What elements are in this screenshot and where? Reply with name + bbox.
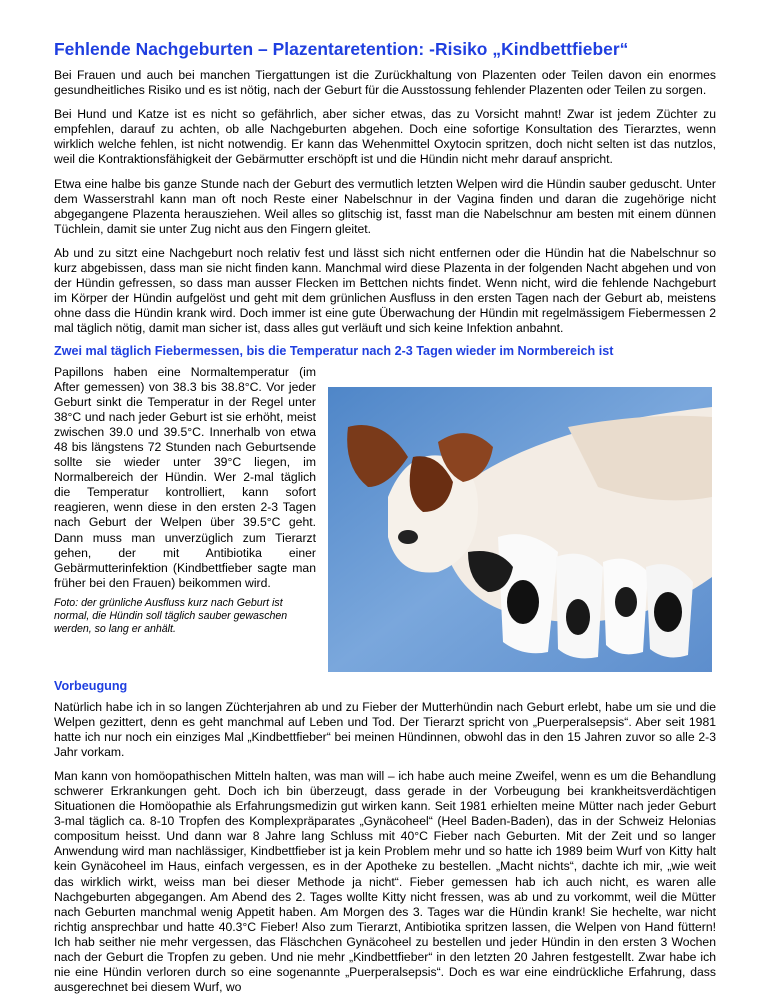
fiebermessen-section <box>54 365 716 672</box>
vorbeugung-paragraph-2: Man kann von homöopathischen Mitteln halten, was man will – ich habe auch meine Zweifel, wenn es um die Behandlung schwerer Erkrankungen geht. Doch ich bin überzeugt, dass gerade in der Vorbeugung bei krankheitsverdächtigen Situationen die Homöopathie als Erfahrungsmedizin gut wirken kann. Seit 1981 erhielten meine Mütter nach jeder Geburt 3-mal täglich ca. 8-10 Tropfen des Komplexpräparates „Gynäcoheel“ (Heel Baden-Baden), das in der Schweiz Helonias compositum heisst. Und dann war 8 Jahre lang Schluss mit 40°C Fieber nach Geburten. Mit der Zeit und so langer Anwendung wird man nachlässiger, Kindbettfieber ist ja kein Problem mehr und so hatte ich 1989 beim Wurf von Kitty halt kein Gynäcoheel im Haus, einfach vergessen, es in der Apotheke zu bestellen. „Macht nichts“, dachte ich mir, „wie weit das wirklich wirkt, weiss man bei dieser Methode ja nicht“. Fieber gemessen hab ich auch nicht, es waren alle Nachgeburten abgegangen. Am Abend des 2. Tages wollte Kitty nicht fressen, was ab und zu vorkommt, weil die Mütter nach Geburten manchmal wenig Appetit haben. Am Morgen des 3. Tages war die Hündin krank! Sie hechelte, war nicht richtig ansprechbar und hatte 40.3°C Fieber! Also zum Tierarzt, Antibiotika spritzen lassen, die Welpen von Hand füttern! Ich hab seither nie mehr vergessen, das Fläschchen Gynäcoheel zu bestellen und jeder Hündin in den ersten 3 Wochen nach der Geburt die Tropfen zu geben. Und nie mehr „Kindbettfieber“ in den letzten 20 Jahren festgestellt. Zwar habe ich nie eine Hündin verloren durch so eine sogenannte „Puerperalsepsis“. Doch es war eine eindrückliche Erfahrung, dass ausgerechnet bei diesem Wurf, wo <box>54 768 716 995</box>
intro-paragraph-4: Ab und zu sitzt eine Nachgeburt noch relativ fest und lässt sich nicht entfernen oder die Hündin hat die Nabelschnur so kurz abgebissen, dass man sie nicht finden kann. Manchmal wird diese Plazenta in der folgenden Nacht abgehen und von der Hündin gefressen, so dass man ausser Flecken im Bettchen nichts findet. Wenn nicht, wird die fehlende Nachgeburt im Körper der Hündin aufgelöst und geht mit dem grünlichen Ausfluss in den ersten Tagen nach der Geburt ab, meistens ohne dass die Hündin krank wird. Doch immer ist eine gute Überwachung der Hündin mit regelmässigem Fiebermessen 2 mal täglich nötig, damit man sicher ist, dass alles gut verläuft und sich keine Infektion anbahnt. <box>54 245 716 336</box>
fiebermessen-text-column <box>54 365 316 672</box>
vorbeugung-paragraph-1: Natürlich habe ich in so langen Züchterjahren ab und zu Fieber der Mutterhündin nach Geburt erlebt, habe um sie und die Welpen gezittert, denn es geht manchmal auf Leben und Tod. Der Tierarzt spricht von „Puerperalsepsis“. Aber seit 1981 hatte ich nur noch ein einziges Mal „Kindbettfieber“ bei meinen Hündinnen, obwohl das in den 15 Jahren zuvor so alle 2-3 Jahr vorkam. <box>54 699 716 759</box>
document-page <box>54 38 716 1004</box>
dog-with-puppies-photo <box>328 387 712 672</box>
intro-paragraph-2: Bei Hund und Katze ist es nicht so gefährlich, aber sicher etwas, das zu Vorsicht mahnt! Zwar ist jedem Züchter zu empfehlen, darauf zu achten, ob alle Nachgeburten abgehen. Doch eine sofortige Konsultation des Tierarztes, wenn wirklich welche fehlen, ist nicht notwendig. Er kann das Wehenmittel Oxytocin spritzen, doch nicht selten ist das nutzlos, weil die Kontraktionsfähigkeit der Gebärmutter erschöpft ist und die Hündin nicht mehr darauf anspricht. <box>54 107 716 167</box>
section-heading-fiebermessen: Zwei mal täglich Fiebermessen, bis die Temperatur nach 2-3 Tagen wieder im Normbereich ist <box>54 343 614 358</box>
photo-caption: Foto: der grünliche Ausfluss kurz nach Geburt ist normal, die Hündin soll täglich sauber gewaschen werden, so lang er anhält. <box>54 596 288 636</box>
intro-paragraph-3: Etwa eine halbe bis ganze Stunde nach der Geburt des vermutlich letzten Welpen wird die Hündin sauber geduscht. Unter dem Wasserstrahl kann man oft noch Reste einer Nabelschnur in der Vagina finden und daran die zugehörige nicht abgegangene Plazenta herausziehen. Weil alles so glitschig ist, fasst man die Nabelschnur am besten mit einem dünnen Tüchlein, damit sie unter Zug nicht aus den Fingern gleitet. <box>54 176 716 236</box>
section-heading-vorbeugung: Vorbeugung <box>54 678 128 693</box>
fiebermessen-paragraph: Papillons haben eine Normaltemperatur (im After gemessen) von 38.3 bis 38.8°C. Vor jeder Geburt sinkt die Temperatur in der Regel unter 38°C und nach jeder Geburt ist sie erhöht, meist zwischen 39.0 und 39.5°C. Innerhalb von etwa 48 bis längstens 72 Stunden nach Geburtsende sollte sie wieder unter 39°C liegen, im Normalbereich der Hündin. Wer 2-mal täglich die Temperatur kontrolliert, kann sofort reagieren, wenn diese in den ersten 2-3 Tagen nach Geburt der Welpen über 39.5°C geht. Dann muss man unverzüglich zum Tierarzt gehen, der mit Antibiotika einer Gebärmutterinfektion (Kindbettfieber sagte man früher bei den Frauen) beikommen wird. <box>54 364 316 590</box>
page-title: Fehlende Nachgeburten – Plazentaretention: -Risiko „Kindbettfieber“ <box>54 39 629 59</box>
intro-paragraph-1: Bei Frauen und auch bei manchen Tiergattungen ist die Zurückhaltung von Plazenten oder Teilen davon ein enormes gesundheitliches Risiko und es ist nötig, nach der Geburt für die Ausstossung fehlender Plazenten oder Teilen zu sorgen. <box>54 68 716 98</box>
